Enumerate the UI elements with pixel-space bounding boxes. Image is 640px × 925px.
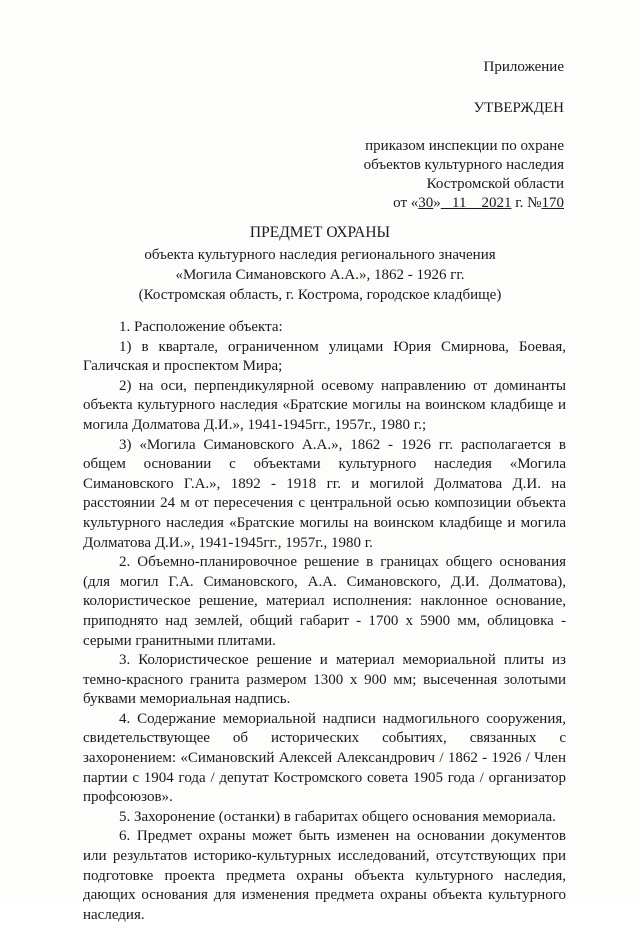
paragraph: 3. Колористическое решение и материал мемориальной плиты из темно-красного гранита размером 1300 х 900 мм; высеченная золотыми буквами мемориальная надпись.	[83, 652, 566, 708]
subtitle-line-2: «Могила Симановского А.А.», 1862 - 1926 гг.	[175, 267, 465, 283]
subtitle-line-3: (Костромская область, г. Кострома, городское кладбище)	[138, 287, 502, 303]
order-day: 30	[418, 195, 434, 211]
appendix-label: Приложение	[483, 59, 564, 75]
paragraph: 1. Расположение объекта:	[119, 319, 283, 335]
paragraph: 4. Содержание мемориальной надписи надмогильного сооружения, свидетельствующее об исторических событиях, связанных с захоронением: «Симановский Алексей Александрович / 1862 - 1926 / Член партии с 1904 года / депутат Костромского совета 1905 года / организатор профсоюзов».	[83, 710, 566, 806]
date-suffix: г. №	[511, 195, 542, 211]
paragraph: 5. Захоронение (останки) в габаритах общего основания мемориала.	[119, 808, 556, 825]
approval-line-2: объектов культурного наследия	[363, 157, 564, 173]
approval-line-1: приказом инспекции по охране	[365, 138, 564, 154]
order-year: 2021	[481, 195, 512, 211]
approval-block	[364, 99, 564, 213]
approved-label: УТВЕРЖДЕН	[473, 100, 564, 116]
approval-line-3: Костромской области	[426, 176, 564, 192]
paragraph: 6. Предмет охраны может быть изменен на основании документов или результатов историко-культурных исследований, отсутствующих при подготовке проекта предмета охраны объекта культурного наследия, дающих основания для изменения предмета охраны объекта культурного наследия.	[83, 828, 566, 923]
order-month: 11	[452, 195, 467, 211]
paragraph: 3) «Могила Симановского А.А.», 1862 - 1926 гг. располагается в общем основании с объектами культурного наследия «Могила Симановского Г.А.», 1892 - 1918 гг. и могилой Долматова Д.И. на расстоянии 24 м от пересечения с центральной осью композиции объекта культурного наследия «Братские могилы на воинском кладбище и могила Долматова Д.И.», 1941-1945гг., 1957г., 1980 г.	[83, 436, 566, 551]
document-title: ПРЕДМЕТ ОХРАНЫ	[249, 224, 391, 241]
paragraph: 2) на оси, перпендикулярной осевому направлению от доминанты объекта культурного наследия «Братские могилы на воинском кладбище и могила Долматова Д.И.», 1941-1945гг., 1957г., 1980 г.;	[83, 377, 566, 433]
order-number: 170	[541, 195, 564, 211]
approval-date-line	[364, 194, 564, 213]
date-quote: »	[433, 195, 441, 211]
date-prefix: от «	[393, 195, 419, 211]
document-body	[83, 318, 566, 925]
subtitle-line-1: объекта культурного наследия регионального значения	[144, 247, 496, 263]
document-title-block	[60, 223, 580, 305]
paragraph: 1) в квартале, ограниченном улицами Юрия Смирнова, Боевая, Галичская и проспектом Мира;	[83, 338, 566, 375]
paragraph: 2. Объемно-планировочное решение в границах общего основания (для могил Г.А. Симановского, А.А. Симановского, Д.И. Долматова), колористическое решение, материал исполнения: наклонное основание, приподнято над землей, общий габарит - 1700 х 5900 мм, облицовка - серыми гранитными плитами.	[83, 554, 566, 649]
